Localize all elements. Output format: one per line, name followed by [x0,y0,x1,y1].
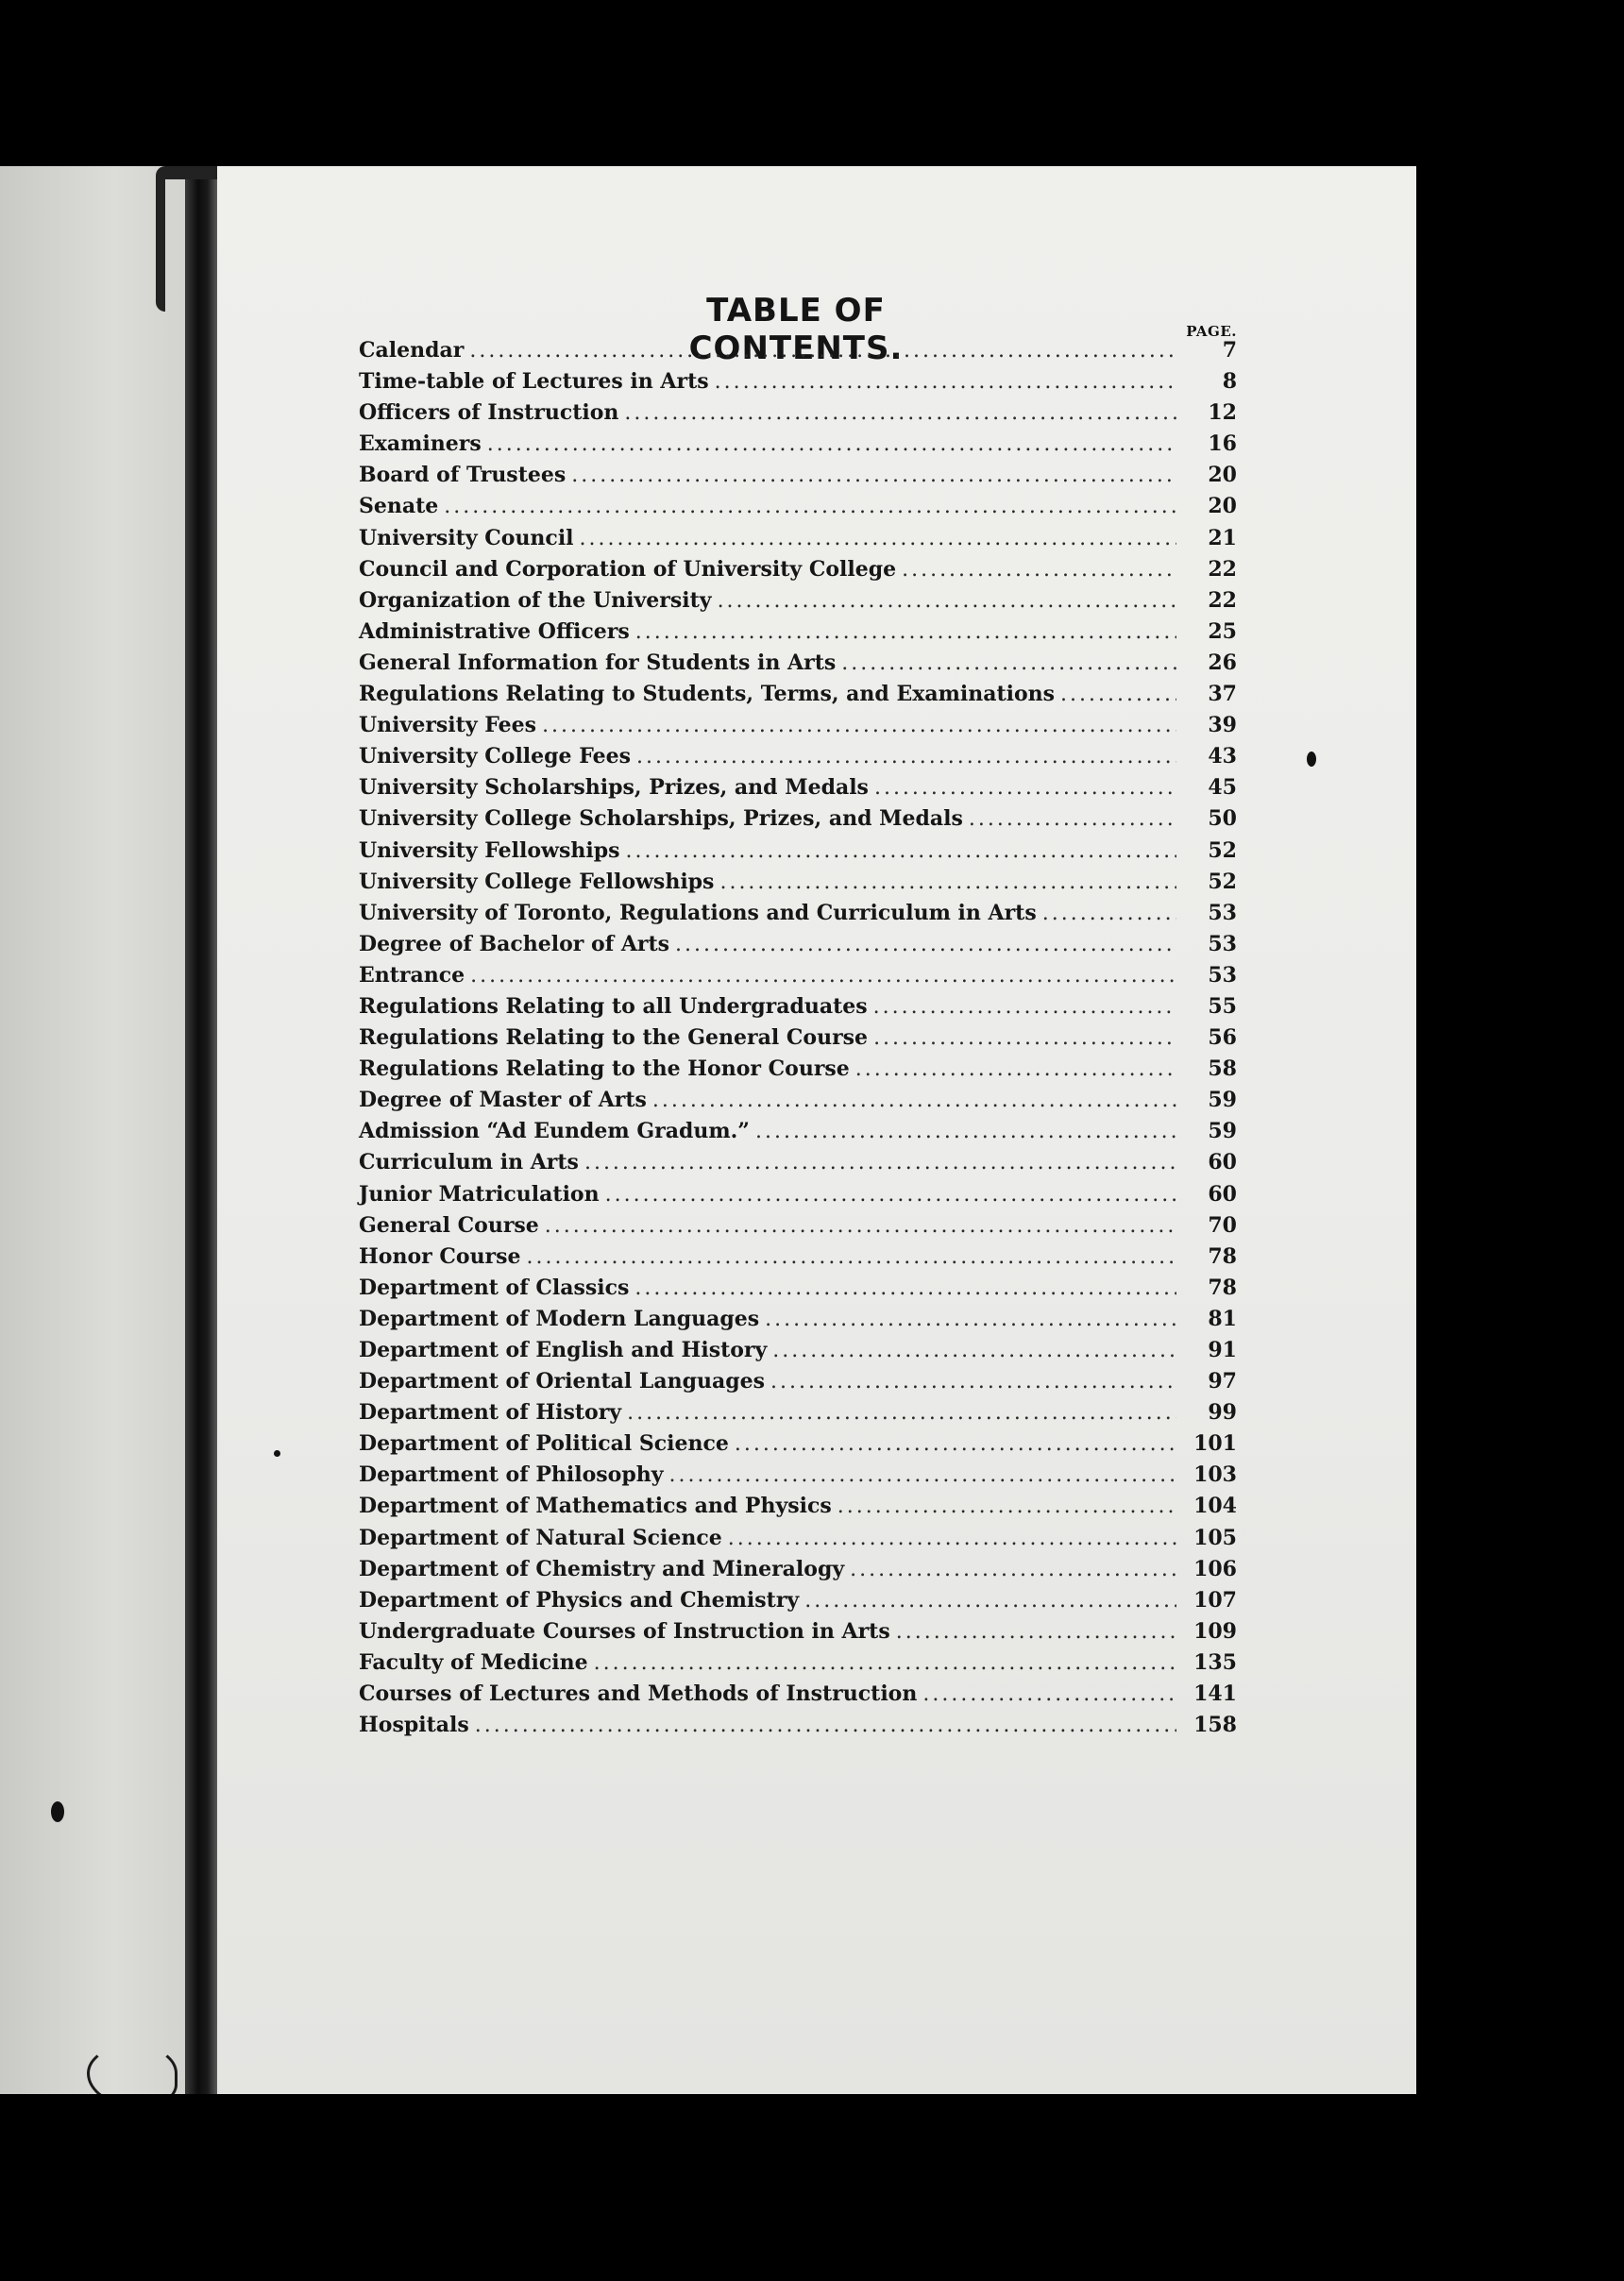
toc-entry-page-number: 81 [1208,1306,1237,1331]
toc-entry-page-number: 91 [1208,1338,1237,1362]
toc-entry [359,1025,1237,1056]
toc-entry-page-number: 141 [1193,1681,1237,1707]
toc-entry-page-number: 59 [1208,1088,1237,1113]
toc-entry [359,1182,1237,1213]
toc-entry-page-number: 78 [1208,1275,1237,1300]
toc-entry-page-number: 16 [1208,431,1237,457]
toc-entry-label: Regulations Relating to Students, Terms, and Examinations [359,682,1056,707]
toc-entry-label: Calendar [359,338,465,363]
toc-entry [359,1369,1237,1400]
dot-leader [728,1527,1176,1550]
toc-entry-label: University Fees [359,713,537,738]
toc-entry [359,651,1237,682]
toc-entry-label: Department of Modern Languages [359,1306,760,1331]
toc-entry-label: Hospitals [359,1713,469,1738]
toc-entry-page-number: 135 [1193,1649,1237,1675]
toc-entry-page-number: 22 [1208,587,1237,613]
dot-leader [873,995,1176,1019]
dot-leader [624,401,1176,425]
toc-entry-label: Regulations Relating to the Honor Course [359,1056,850,1082]
toc-entry [359,932,1237,963]
toc-entry-label: Admission “Ad Eundem Gradum.” [359,1119,750,1144]
toc-entry [359,870,1237,901]
dot-leader [652,1089,1176,1112]
dot-leader [571,464,1176,487]
dot-leader [1042,902,1176,925]
dot-leader [755,1120,1176,1143]
toc-entry [359,1619,1237,1650]
toc-entry-page-number: 20 [1208,463,1237,488]
ink-speck [1307,752,1316,767]
ink-speck [274,1450,280,1457]
toc-entry [359,1713,1237,1744]
toc-entry-label: Senate [359,494,439,519]
toc-entry-page-number: 12 [1208,400,1237,426]
dot-leader [605,1183,1176,1207]
toc-entry [359,1276,1237,1307]
dot-leader [545,1214,1176,1238]
dot-leader [770,1370,1176,1394]
dot-leader [873,1026,1176,1050]
dot-leader [475,1714,1176,1737]
toc-entry-label: University Fellowships [359,837,620,863]
toc-entry [359,838,1237,870]
toc-entry-page-number: 25 [1208,618,1237,644]
toc-entry-label: Degree of Master of Arts [359,1088,647,1113]
toc-entry-page-number: 45 [1208,775,1237,801]
toc-entry [359,1431,1237,1462]
toc-entry [359,713,1237,744]
toc-entry-label: University Council [359,525,574,550]
dot-leader [719,870,1176,894]
toc-entry [359,1588,1237,1619]
page-column-header: PAGE. [1186,323,1237,340]
dot-leader [969,807,1176,831]
toc-entry [359,526,1237,557]
toc-entry-label: General Course [359,1212,539,1238]
toc-entry-page-number: 39 [1208,713,1237,738]
toc-entry [359,682,1237,713]
toc-entry-label: Regulations Relating to the General Course [359,1025,869,1051]
toc-entry-label: Regulations Relating to all Undergraduates [359,993,868,1019]
toc-entry [359,1462,1237,1494]
toc-entry-label: University Scholarships, Prizes, and Medals [359,775,869,801]
toc-entry-label: University College Scholarships, Prizes, and Medals [359,806,963,832]
toc-entry-page-number: 22 [1208,556,1237,582]
toc-entry-label: Administrative Officers [359,618,630,644]
toc-entry-page-number: 106 [1193,1556,1237,1581]
dot-leader [542,714,1176,737]
toc-entry [359,901,1237,932]
dot-leader [636,745,1176,769]
toc-entry-page-number: 52 [1208,869,1237,894]
toc-entry [359,963,1237,994]
toc-entry-label: University College Fees [359,744,631,769]
toc-entry [359,431,1237,463]
dot-leader [855,1057,1176,1081]
toc-entry-page-number: 53 [1208,962,1237,988]
dot-leader [580,527,1176,550]
toc-entry-label: Department of Natural Science [359,1525,722,1550]
toc-entry [359,775,1237,806]
toc-entry-page-number: 60 [1208,1150,1237,1175]
toc-entry [359,1494,1237,1525]
toc-entry-label: University of Toronto, Regulations and Curriculum in Arts [359,900,1037,925]
dot-leader [584,1151,1176,1174]
toc-entry [359,463,1237,494]
toc-entry [359,1056,1237,1088]
toc-entry-page-number: 59 [1208,1119,1237,1144]
toc-entry-label: Department of Oriental Languages [359,1369,766,1394]
toc-entry-page-number: 50 [1208,806,1237,832]
toc-entry-label: Department of Chemistry and Mineralogy [359,1556,845,1581]
toc-entry [359,806,1237,837]
toc-entry-label: Undergraduate Courses of Instruction in Arts [359,1618,890,1644]
toc-entry [359,557,1237,588]
left-page-edge [0,166,189,2094]
toc-entry-page-number: 8 [1222,369,1237,395]
toc-entry-label: University College Fellowships [359,869,715,894]
dot-leader [772,1339,1176,1362]
table-of-contents [359,338,1237,1744]
toc-entry-page-number: 53 [1208,900,1237,925]
toc-entry-label: Courses of Lectures and Methods of Instruction [359,1681,918,1707]
toc-entry-page-number: 60 [1208,1181,1237,1207]
dot-leader [715,370,1176,394]
toc-entry-page-number: 53 [1208,931,1237,956]
toc-entry-page-number: 78 [1208,1243,1237,1269]
dot-leader [902,558,1176,582]
toc-entry-page-number: 21 [1208,525,1237,550]
dot-leader [922,1682,1176,1706]
dot-leader [841,651,1176,675]
dot-leader [874,776,1176,800]
toc-entry-label: General Information for Students in Arts [359,650,837,675]
dot-leader [594,1651,1176,1675]
toc-entry [359,400,1237,431]
toc-entry [359,1088,1237,1119]
toc-entry-page-number: 101 [1193,1431,1237,1457]
toc-entry-page-number: 20 [1208,494,1237,519]
toc-entry-page-number: 43 [1208,744,1237,769]
toc-entry-label: Department of Philosophy [359,1462,664,1488]
toc-entry-label: Department of Physics and Chemistry [359,1587,800,1613]
toc-entry-label: Time-table of Lectures in Arts [359,369,709,395]
toc-entry-page-number: 52 [1208,837,1237,863]
toc-entry-page-number: 105 [1193,1525,1237,1550]
dot-leader [669,1463,1176,1487]
toc-entry [359,588,1237,619]
toc-entry [359,1681,1237,1713]
toc-entry-label: Degree of Bachelor of Arts [359,931,670,956]
toc-entry [359,1307,1237,1338]
toc-entry [359,494,1237,525]
dot-leader [735,1432,1176,1456]
toc-entry [359,1119,1237,1150]
dot-leader [626,839,1176,863]
toc-entry-label: Department of English and History [359,1338,768,1362]
ink-speck [51,1801,64,1822]
toc-entry-label: Council and Corporation of University College [359,556,897,582]
toc-entry-page-number: 7 [1222,338,1237,363]
toc-entry-page-number: 97 [1208,1369,1237,1394]
dot-leader [627,1401,1176,1425]
toc-entry [359,744,1237,775]
toc-entry-label: Department of Classics [359,1275,630,1300]
dot-leader [487,432,1176,456]
toc-entry-label: Junior Matriculation [359,1181,600,1207]
dot-leader [850,1558,1176,1581]
dot-leader [527,1245,1176,1269]
toc-entry-label: Organization of the University [359,587,712,613]
ink-curl-mark [87,2045,178,2094]
page-title: TABLE OF CONTENTS. [688,291,904,367]
toc-entry-label: Department of History [359,1400,622,1426]
toc-entry [359,1526,1237,1557]
toc-entry [359,1338,1237,1369]
toc-entry-page-number: 107 [1193,1587,1237,1613]
dot-leader [444,495,1176,518]
toc-entry-page-number: 37 [1208,682,1237,707]
toc-entry-page-number: 99 [1208,1400,1237,1426]
toc-entry-label: Entrance [359,962,465,988]
toc-entry [359,369,1237,400]
toc-entry-page-number: 58 [1208,1056,1237,1082]
dot-leader [635,620,1176,644]
dot-leader [470,964,1176,988]
toc-entry-label: Curriculum in Arts [359,1150,579,1175]
toc-entry [359,1150,1237,1181]
toc-entry-page-number: 70 [1208,1212,1237,1238]
dot-leader [837,1495,1176,1518]
toc-entry [359,1400,1237,1431]
toc-entry-label: Board of Trustees [359,463,567,488]
toc-entry-page-number: 55 [1208,993,1237,1019]
dot-leader [896,1620,1176,1644]
toc-entry [359,338,1237,369]
dot-leader [675,933,1176,956]
toc-entry-label: Officers of Instruction [359,400,619,426]
toc-entry-page-number: 109 [1193,1618,1237,1644]
toc-entry-page-number: 104 [1193,1494,1237,1519]
toc-entry-page-number: 26 [1208,650,1237,675]
toc-entry-page-number: 56 [1208,1025,1237,1051]
toc-entry [359,1213,1237,1244]
toc-entry-page-number: 158 [1193,1713,1237,1738]
toc-entry [359,1244,1237,1276]
toc-entry-label: Faculty of Medicine [359,1649,588,1675]
dot-leader [634,1276,1176,1300]
book-spine [185,166,217,2094]
toc-entry-label: Examiners [359,431,482,457]
toc-entry-label: Department of Mathematics and Physics [359,1494,832,1519]
dot-leader [1060,683,1176,706]
dot-leader [804,1589,1176,1613]
toc-entry [359,1557,1237,1588]
toc-entry-label: Honor Course [359,1243,521,1269]
toc-entry [359,1650,1237,1681]
toc-entry-page-number: 103 [1193,1462,1237,1488]
toc-entry [359,994,1237,1025]
toc-entry-label: Department of Political Science [359,1431,729,1457]
toc-entry [359,619,1237,651]
dot-leader [718,589,1176,613]
dot-leader [469,339,1176,363]
dot-leader [765,1308,1176,1331]
